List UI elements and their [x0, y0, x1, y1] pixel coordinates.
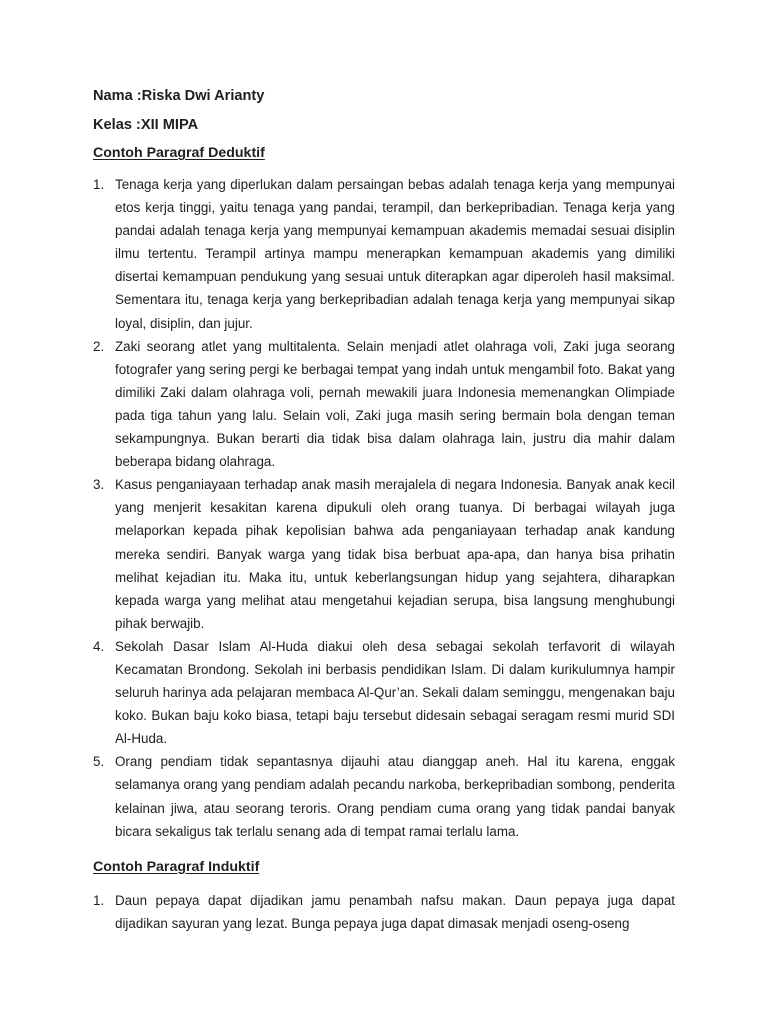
item-number: 1.: [93, 892, 105, 908]
deduktif-item-1: [93, 173, 675, 335]
item-number: 3.: [93, 477, 105, 493]
deduktif-item-2: [93, 335, 675, 474]
student-name: Nama :Riska Dwi Arianty: [93, 88, 265, 104]
item-number: 4.: [93, 638, 105, 654]
item-number: 1.: [93, 177, 105, 192]
induktif-list: [93, 889, 675, 935]
deduktif-item-3: [93, 473, 675, 635]
item-number: 5.: [93, 754, 105, 770]
item-text: Daun pepaya dapat dijadikan jamu penambah nafsu makan. Daun pepaya juga dapat dijadikan sayuran yang lezat. Bunga pepaya juga dapat dimasak menjadi oseng-oseng: [115, 892, 675, 931]
student-class: Kelas :XII MIPA: [93, 117, 199, 133]
induktif-heading: Contoh Paragraf Induktif: [93, 858, 260, 875]
deduktif-heading: Contoh Paragraf Deduktif: [93, 145, 265, 161]
item-text: Sekolah Dasar Islam Al-Huda diakui oleh desa sebagai sekolah terfavorit di wilayah Kecamatan Brondong. Sekolah ini berbasis pendidikan Islam. Di dalam kurikulumnya hampir seluruh harinya ada pelajaran membaca Al-Qur’an. Sekali dalam seminggu, mengenakan baju koko. Bukan baju koko biasa, tetapi baju tersebut didesain sebagai seragam resmi murid SDI Al-Huda.: [115, 638, 675, 747]
item-text: Orang pendiam tidak sepantasnya dijauhi atau dianggap aneh. Hal itu karena, enggak selamanya orang yang pendiam adalah pecandu narkoba, berkepribadian sombong, penderita kelainan jiwa, atau seorang teroris. Orang pendiam cuma orang yang tidak pandai banyak bicara sekaligus tak terlalu senang ada di tempat ramai terlalu lama.: [115, 754, 675, 839]
item-text: Zaki seorang atlet yang multitalenta. Selain menjadi atlet olahraga voli, Zaki juga seorang fotografer yang sering pergi ke berbagai tempat yang indah untuk mengambil foto. Bakat yang dimiliki Zaki dalam olahraga voli, pernah mewakili juara Indonesia memenangkan Olimpiade pada tiga tahun yang lalu. Selain voli, Zaki juga masih sering bermain bola dengan teman sekampungnya. Bukan berarti dia tidak bisa dalam olahraga lain, justru dia mahir dalam beberapa bidang olahraga.: [115, 338, 675, 470]
item-number: 2.: [93, 338, 105, 354]
deduktif-item-4: [93, 635, 675, 750]
item-text: Tenaga kerja yang diperlukan dalam persaingan bebas adalah tenaga kerja yang mempunyai etos kerja tinggi, yaitu tenaga yang pandai, terampil, dan berkepribadian. Tenaga kerja yang pandai adalah tenaga kerja yang mempunyai kemampuan akademis memadai sesuai disiplin ilmu tertentu. Terampil artinya mampu menerapkan kemampuan akademis yang dimiliki disertai kemampuan pendukung yang sesuai untuk diterapkan agar diperoleh hasil maksimal. Sementara itu, tenaga kerja yang berkepribadian adalah tenaga kerja yang mempunyai sikap loyal, disiplin, dan jujur.: [115, 177, 675, 331]
deduktif-item-5: [93, 750, 675, 842]
item-text: Kasus penganiayaan terhadap anak masih merajalela di negara Indonesia. Banyak anak kecil yang menjerit kesakitan karena dipukuli oleh orang tuanya. Di berbagai wilayah juga melaporkan kepada pihak kepolisian bahwa ada penganiayaan terhadap anak kandung mereka sendiri. Banyak warga yang tidak bisa berbuat apa-apa, dan hanya bisa prihatin melihat kejadian itu. Maka itu, untuk keberlangsungan hidup yang sejahtera, diharapkan kepada warga yang melihat atau mengetahui kejadian serupa, bisa langsung menghubungi pihak berwajib.: [115, 477, 675, 631]
deduktif-list: [93, 173, 675, 843]
induktif-item-1: [93, 889, 675, 935]
